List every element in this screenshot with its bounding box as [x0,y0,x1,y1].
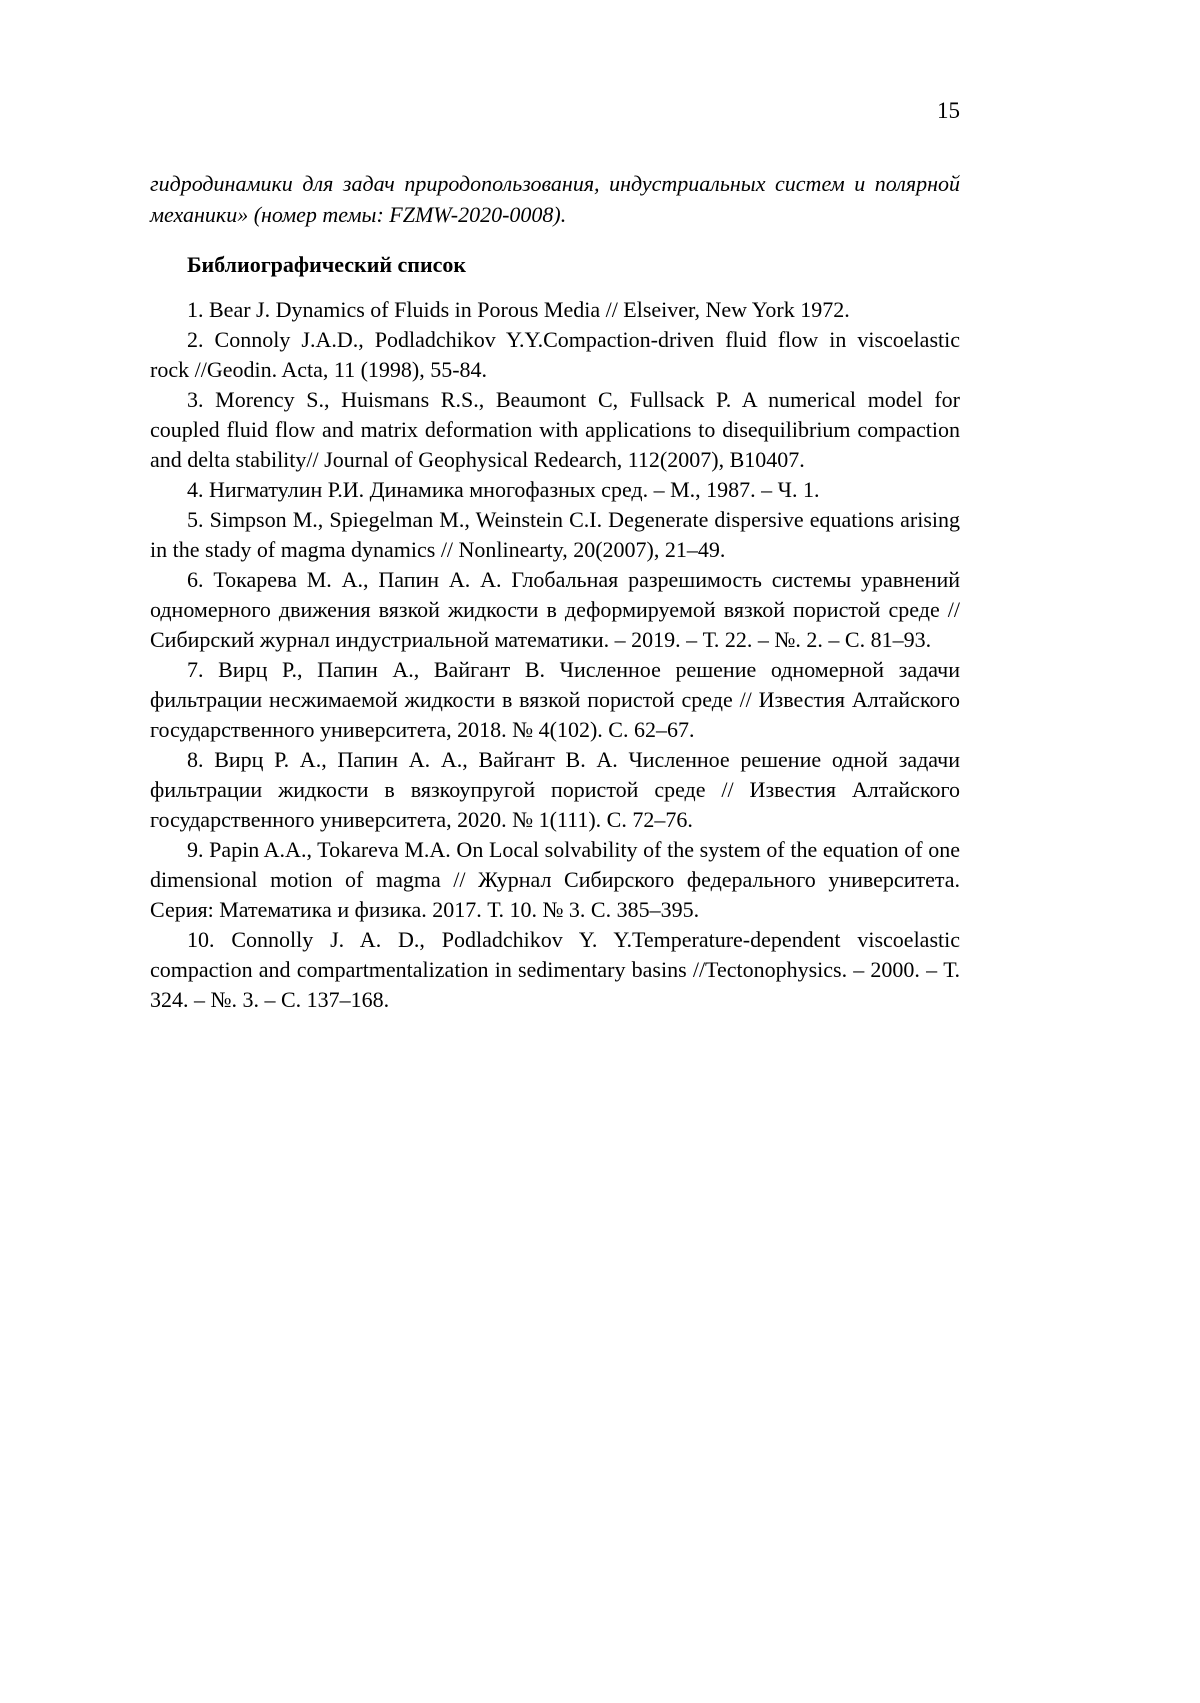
reference-item: 4. Нигматулин Р.И. Динамика многофазных сред. – М., 1987. – Ч. 1. [187,477,820,502]
reference-item: 3. Morency S., Huismans R.S., Beaumont C, Fullsack P. A numerical model for coupled fluid flow and matrix deformation with applications to disequilibrium compaction and delta stability// Journal of Geophysical Redearch, 112(2007), B10407. [150,387,960,472]
reference-item: 2. Connoly J.A.D., Podladchikov Y.Y.Compaction-driven fluid flow in viscoelastic rock //Geodin. Acta, 11 (1998), 55-84. [150,327,960,382]
reference-item: 8. Вирц Р. А., Папин А. А., Вайгант В. А. Численное решение одной задачи фильтрации жидкости в вязкоупругой пористой среде // Известия Алтайского государственного университета, 2020. № 1(111). С. 72–76. [150,747,960,832]
reference-item: 7. Вирц Р., Папин А., Вайгант В. Численное решение одномерной задачи фильтрации несжимаемой жидкости в вязкой пористой среде // Известия Алтайского государственного университета, 2018. № 4(102). С. 62–67. [150,657,960,742]
bibliography-heading: Библиографический список [187,252,467,277]
page-number: 15 [937,98,960,123]
intro-paragraph: гидродинамики для задач природопользования, индустриальных систем и полярной механики» (номер темы: FZMW-2020-0008). [150,171,960,227]
reference-item: 1. Bear J. Dynamics of Fluids in Porous Media // Elseiver, New York 1972. [187,297,850,322]
page-content [150,96,960,1015]
reference-item: 10. Connolly J. A. D., Podladchikov Y. Y.Temperature-dependent viscoelastic compaction and compartmentalization in sedimentary basins //Tectonophysics. – 2000. – Т. 324. – №. 3. – С. 137–168. [150,927,960,1012]
reference-item: 6. Токарева М. А., Папин А. А. Глобальная разрешимость системы уравнений одномерного движения вязкой жидкости в деформируемой вязкой пористой среде // Сибирский журнал индустриальной математики. – 2019. – Т. 22. – №. 2. – С. 81–93. [150,567,960,652]
reference-list [150,295,960,1015]
reference-item: 5. Simpson M., Spiegelman M., Weinstein C.I. Degenerate dispersive equations arising in the stady of magma dynamics // Nonlinearty, 20(2007), 21–49. [150,507,960,562]
reference-item: 9. Papin A.A., Tokareva M.A. On Local solvability of the system of the equation of one dimensional motion of magma // Журнал Сибирского федерального университета. Серия: Математика и физика. 2017. Т. 10. № 3. С. 385–395. [150,837,960,922]
